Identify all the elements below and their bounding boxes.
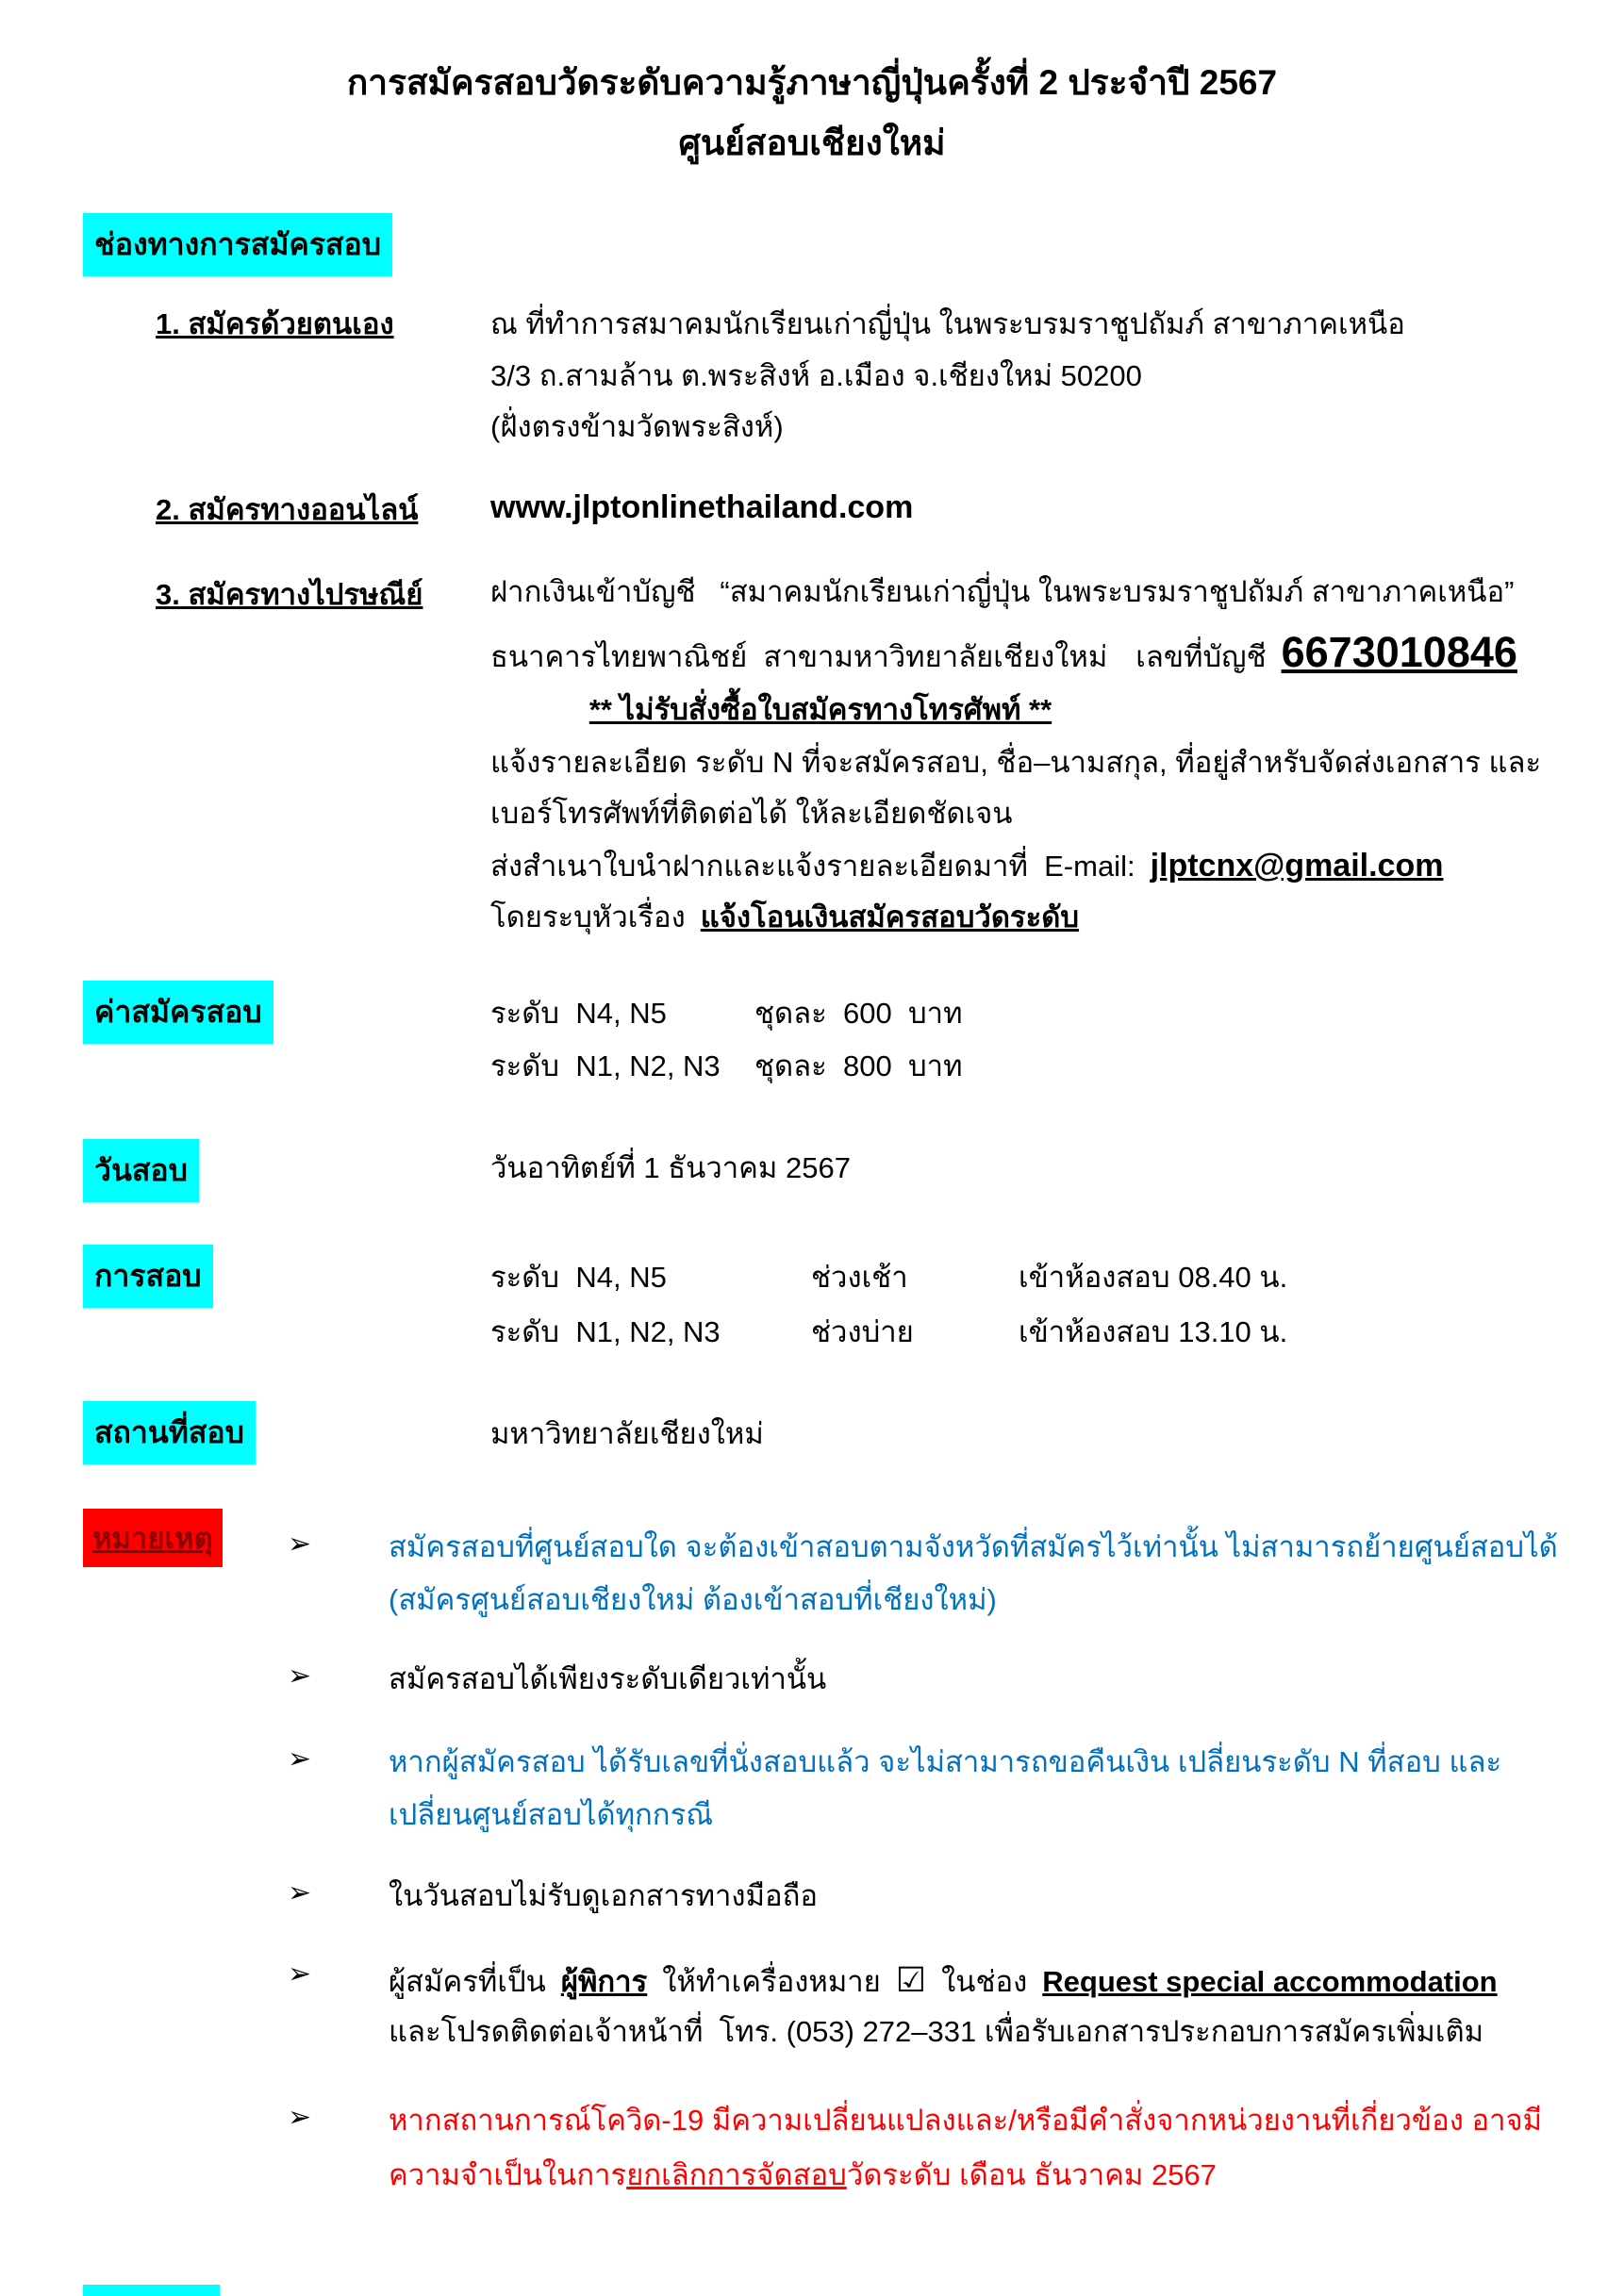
registration-website-url: www.jlptonlinethailand.com: [490, 489, 914, 525]
note-5-part-2: ให้ทำเครื่องหมาย: [662, 1965, 881, 1998]
note-3-line-2: เปลี่ยนศูนย์สอบได้ทุกกรณี: [389, 1798, 713, 1831]
session-row-time: เข้าห้องสอบ 13.10 น.: [1019, 1315, 1288, 1348]
exam-date-value: วันอาทิตย์ที่ 1 ธันวาคม 2567: [490, 1151, 851, 1184]
channel-1-label: 1. สมัครด้วยตนเอง: [156, 307, 394, 340]
note-6-cancel-underline: ยกเลิกการจัดสอบ: [626, 2158, 847, 2191]
bank-branch-text: ธนาคารไทยพาณิชย์ สาขามหาวิทยาลัยเชียงใหม่: [490, 640, 1108, 673]
bank-line: [490, 624, 1517, 682]
account-number-value: 6673010846: [1281, 628, 1517, 676]
section-heading-notes: หมายเหตุ: [83, 1509, 223, 1567]
session-row-level: ระดับ N4, N5: [490, 1261, 667, 1294]
mail-details-line-2: เบอร์โทรศัพท์ที่ติดต่อได้ ให้ละเอียดชัดเจน: [490, 797, 1013, 830]
page-subtitle: ศูนย์สอบเชียงใหม่: [678, 124, 946, 162]
session-row-time: เข้าห้องสอบ 08.40 น.: [1019, 1261, 1288, 1294]
note-6-part-2: วัดระดับ เดือน ธันวาคม 2567: [846, 2158, 1217, 2191]
note-1-line-1: สมัครสอบที่ศูนย์สอบใด จะต้องเข้าสอบตามจังหวัดที่สมัครไว้เท่านั้น ไม่สามารถย้ายศูนย์สอบได้: [389, 1530, 1558, 1563]
note-bullet-icon: ➢: [288, 1877, 312, 1908]
channel-3-label: 3. สมัครทางไปรษณีย์: [156, 578, 423, 611]
note-5-request-label: Request special accommodation: [1042, 1965, 1498, 1998]
note-4-line-1: ในวันสอบไม่รับดูเอกสารทางมือถือ: [389, 1879, 819, 1912]
note-3-line-1: หากผู้สมัครสอบ ได้รับเลขที่นั่งสอบแล้ว จะไม่สามารถขอคืนเงิน เปลี่ยนระดับ N ที่สอบ และ: [389, 1745, 1502, 1778]
note-5-part-3: ในช่อง: [941, 1965, 1028, 1998]
note-6-line-1: หากสถานการณ์โควิด-19 มีความเปลี่ยนแปลงและ/หรือมีคำสั่งจากหน่วยงานที่เกี่ยวข้อง อาจมี: [389, 2104, 1543, 2137]
session-row-period: ช่วงเช้า: [811, 1261, 908, 1294]
venue-value: มหาวิทยาลัยเชียงใหม่: [490, 1417, 764, 1450]
fee-row-price: ชุดละ 800 บาท: [754, 1049, 963, 1082]
section-heading-fees: ค่าสมัครสอบ: [83, 981, 273, 1044]
note-bullet-icon: ➢: [288, 2102, 312, 2133]
channel-1-address-line-2: 3/3 ถ.สามล้าน ต.พระสิงห์ อ.เมือง จ.เชียงใหม่ 50200: [490, 359, 1142, 392]
channel-1-address-line-3: (ฝั่งตรงข้ามวัดพระสิงห์): [490, 410, 784, 443]
fee-row-price: ชุดละ 600 บาท: [754, 997, 963, 1030]
section-heading-venue: สถานที่สอบ: [83, 1401, 256, 1464]
note-5-disabled-label: ผู้พิการ: [560, 1965, 648, 1998]
account-number-label: เลขที่บัญชี: [1135, 640, 1267, 673]
mail-details-line-1: แจ้งรายละเอียด ระดับ N ที่จะสมัครสอบ, ชื่อ–นามสกุล, ที่อยู่สำหรับจัดส่งเอกสาร และ: [490, 746, 1542, 779]
email-subject-value: แจ้งโอนเงินสมัครสอบวัดระดับ: [700, 900, 1080, 933]
section-heading-channels: ช่องทางการสมัครสอบ: [83, 213, 392, 276]
fee-row-level: ระดับ N1, N2, N3: [490, 1049, 721, 1082]
note-bullet-icon: ➢: [288, 1528, 312, 1560]
channel-1-address-line-1: ณ ที่ทำการสมาคมนักเรียนเก่าญี่ปุ่น ในพระบรมราชูปถัมภ์ สาขาภาคเหนือ: [490, 307, 1405, 340]
note-bullet-icon: ➢: [288, 1958, 312, 1990]
note-bullet-icon: ➢: [288, 1660, 312, 1692]
email-subject-prefix: โดยระบุหัวเรื่อง: [490, 900, 686, 933]
session-row-period: ช่วงบ่าย: [811, 1315, 914, 1348]
note-1-line-2: (สมัครศูนย์สอบเชียงใหม่ ต้องเข้าสอบที่เชียงใหม่): [389, 1583, 997, 1616]
fee-row-level: ระดับ N4, N5: [490, 997, 667, 1030]
email-subject-line: [490, 898, 1079, 937]
note-6-line-2: [389, 2156, 1217, 2195]
channel-2-label: 2. สมัครทางออนไลน์: [156, 493, 419, 526]
section-heading-exam-date: วันสอบ: [83, 1139, 199, 1202]
note-5-line-2: และโปรดติดต่อเจ้าหน้าที่ โทร. (053) 272–331 เพื่อรับเอกสารประกอบการสมัครเพิ่มเติม: [389, 2015, 1484, 2048]
note-5-part-1: ผู้สมัครที่เป็น: [389, 1965, 546, 1998]
partial-next-section-highlight: [83, 2285, 220, 2296]
send-slip-line: [490, 845, 1443, 888]
session-row-level: ระดับ N1, N2, N3: [490, 1315, 721, 1348]
page-title: การสมัครสอบวัดระดับความรู้ภาษาญี่ปุ่นครั้งที่ 2 ประจำปี 2567: [346, 63, 1278, 102]
note-2-line-1: สมัครสอบได้เพียงระดับเดียวเท่านั้น: [389, 1662, 827, 1695]
no-phone-order-notice: ** ไม่รับสั่งซื้อใบสมัครทางโทรศัพท์ **: [588, 693, 1052, 726]
contact-email: jlptcnx@gmail.com: [1150, 848, 1444, 884]
note-bullet-icon: ➢: [288, 1743, 312, 1775]
checked-checkbox-icon: ☑: [895, 1960, 927, 1999]
send-slip-prefix: ส่งสำเนาใบนำฝากและแจ้งรายละเอียดมาที่ E-mail:: [490, 850, 1135, 883]
note-6-part-1: ความจำเป็นในการ: [389, 2158, 627, 2191]
deposit-account-line: ฝากเงินเข้าบัญชี “สมาคมนักเรียนเก่าญี่ปุ่น ในพระบรมราชูปถัมภ์ สาขาภาคเหนือ”: [490, 575, 1515, 608]
section-heading-exam-sessions: การสอบ: [83, 1245, 213, 1308]
note-5-line-1: [389, 1957, 1498, 2004]
